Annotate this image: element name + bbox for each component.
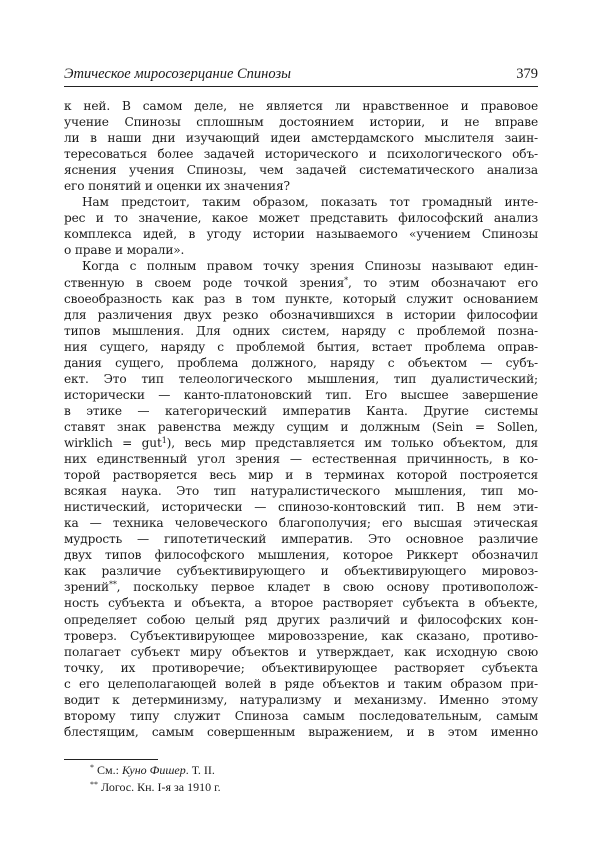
text-line: нистический, исторически — спинозо-контовский тип. В нем эти-: [64, 500, 538, 515]
header-rule: [64, 86, 538, 87]
text-segment: , то этим обозначают его: [347, 275, 539, 290]
text-line: комплекса идей, в угоду истории называемого «учением Спинозы: [64, 227, 538, 242]
text-line: учение Спинозы сплошным достоянием истории, и не вправе: [64, 115, 538, 130]
text-segment: ственную в своем роде точкой зрения: [64, 275, 345, 290]
text-line: блестящим, самым совершенным выражением, и в этом именно: [64, 724, 538, 739]
text-line: водит к детерминизму, натурализму и механизму. Именно этому: [64, 692, 538, 707]
running-head-title: Этическое миросозерцание Спинозы: [64, 66, 291, 82]
text-line: ект. Это тип телеологического мышления, тип дуалистический;: [64, 371, 538, 386]
text-line: исторически — канто-платоновский тип. Его высшее завершение: [64, 387, 538, 402]
text-line: своеобразность как раз в том пункте, который служит основанием: [64, 291, 538, 306]
text-line: для различения двух резко обозначившихся в истории философии: [64, 307, 538, 322]
footnote-ref-star: *: [344, 275, 348, 285]
text-line: торой растворяется весь мир и в терминах которой построяется: [64, 468, 538, 483]
text-line-with-footnote: [64, 579, 538, 595]
text-segment: зрений: [64, 580, 109, 595]
text-line: второму типу служит Спиноза самым последовательным, самым: [64, 708, 538, 723]
page-number: 379: [516, 66, 538, 82]
text-line: Когда с полным правом точку зрения Спинозы называют един-: [82, 259, 538, 274]
text-segment: , поскольку первое кладет в свою основу противополож-: [116, 580, 538, 595]
text-line: о праве и морали».: [64, 243, 185, 258]
running-head: [64, 66, 538, 83]
text-line: точку, их противоречие; объективирующее растворяет субъекта: [64, 660, 538, 675]
text-line: с его целеполагающей волей в ряде объектов и таким образом при-: [64, 676, 538, 691]
text-line: его понятий и оценки их значения?: [64, 179, 290, 194]
text-line: ния сущего, наряду с проблемой бытия, встает проблема оправ-: [64, 339, 538, 354]
text-line: троверз. Субъективирующее мировоззрение, как сказано, противо-: [64, 628, 538, 643]
text-line: всякая наука. Это тип натуралистического мышления, тип мо-: [64, 484, 538, 499]
footnote-ref-one: 1: [161, 435, 167, 445]
footnote-ref-double-star: **: [108, 580, 117, 590]
footnote-rest: . Т. II.: [185, 763, 215, 777]
text-line: яснения учения Спинозы, чем задачей систематического анализа: [64, 163, 538, 178]
text-line: к ней. В самом деле, не является ли нравственное и правовое: [64, 99, 538, 113]
text-line: дания сущего, проблема должного, наряду с объектом — субъ-: [64, 355, 538, 370]
text-line: определяет собою целый ряд других различий и философских кон-: [64, 612, 538, 627]
footnotes: [90, 762, 538, 796]
text-line: в этике — категорический императив Канта. Другие системы: [64, 403, 538, 418]
text-line: типов мышления. Для одних систем, наряду с проблемой позна-: [64, 323, 538, 338]
text-line: рес и то значение, какое может представить философский анализ: [64, 211, 538, 226]
footnote-mark: **: [90, 780, 98, 789]
text-line: ность субъекта и объекта, а второе растворяет субъекта в объекте,: [64, 596, 538, 611]
text-line: мудрость — гипотетический императив. Это основное различие: [64, 532, 538, 547]
footnote-1: [90, 762, 538, 779]
text-line: полагает субъект миру объектов и утверждает, как исходную свою: [64, 644, 538, 659]
footnote-text: Логос. Кн. I-я за 1910 г.: [98, 780, 221, 794]
text-line-with-footnote: [64, 435, 538, 451]
text-line: ка — техника человеческого благополучия; его высшая этическая: [64, 516, 538, 531]
footnote-prefix: См.:: [94, 763, 122, 777]
footnote-2: [90, 779, 538, 796]
text-line: Нам предстоит, таким образом, показать тот громадный инте-: [82, 195, 538, 210]
text-line: как различие субъективирующего и объективирующего мировоз-: [64, 564, 538, 579]
footnote-author: Куно Фишер: [121, 763, 186, 777]
footnote-rule: [64, 759, 158, 760]
text-segment: ), весь мир представляется им только объектом, для: [166, 435, 538, 450]
text-line: двух типов философского мышления, которое Риккерт обозначил: [64, 548, 538, 563]
text-segment: wirklich = gut: [64, 435, 162, 450]
text-line: ставят знак равенства между сущим и должным (Sein = Sollen,: [64, 419, 538, 434]
text-line: них единственный угол зрения — естественная причинность, в ко-: [64, 452, 538, 467]
footnote-mark: *: [90, 763, 94, 772]
text-line-with-footnote: [64, 275, 538, 291]
text-line: ли в наши дни изучающий идеи амстердамского мыслителя заин-: [64, 131, 538, 146]
body-text: [64, 98, 538, 740]
text-line: тересоваться более задачей исторического и психологического объ-: [64, 147, 538, 162]
